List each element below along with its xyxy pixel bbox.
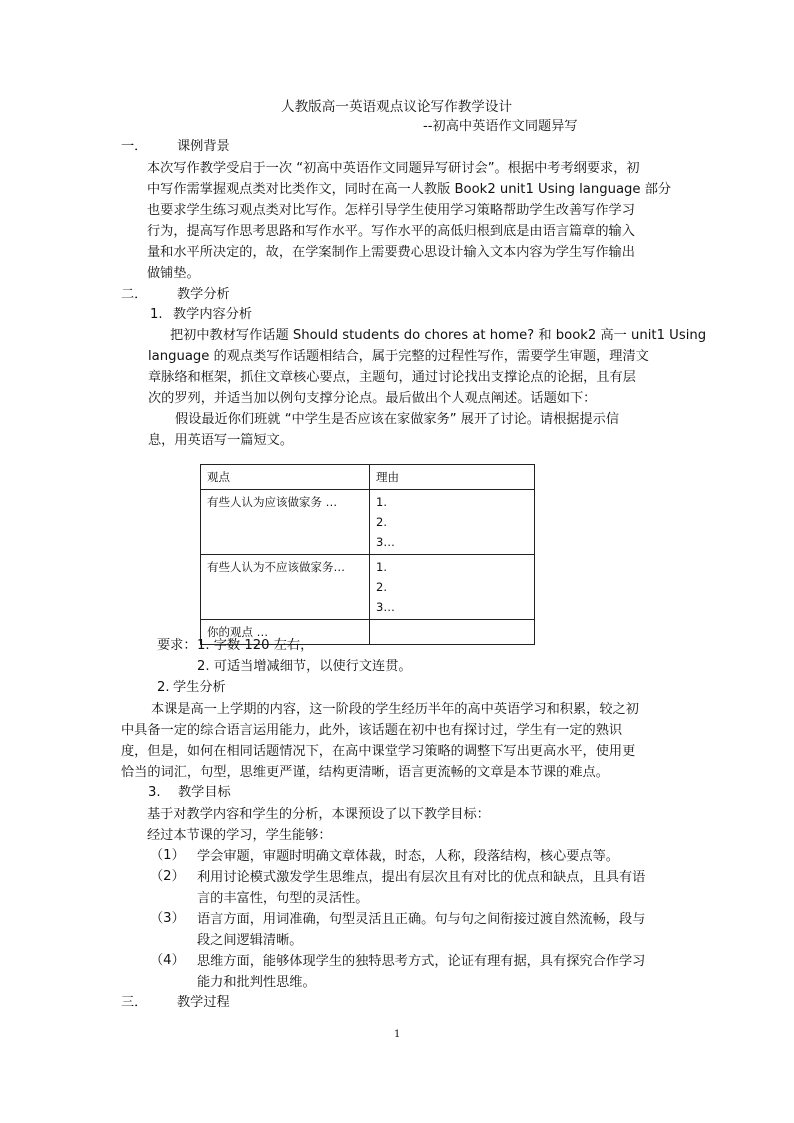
reason-item: 3… [376,600,395,614]
opinion-table [200,464,535,645]
paragraph-line: 也要求学生练习观点类对比写作。怎样引导学生使用学习策略帮助学生改善写作学习 [147,203,635,218]
table-cell-view: 你的观点 … [201,620,370,645]
reason-item: 1. [376,560,387,574]
paragraph-line: 本次写作教学受启于一次 “初高中英语作文同题异写研讨会”。根据中考考纲要求，初 [147,161,640,176]
document-subtitle: --初高中英语作文同题异写 [423,119,578,134]
table-cell-reasons [370,555,535,620]
subsection-1-number: 1. [150,307,163,322]
paragraph-line: 息，用英语写一篇短文。 [148,433,294,448]
paragraph-line: 章脉络和框架，抓住文章核心要点，主题句，通过讨论找出支撑论点的论据，且有层 [148,370,636,385]
subsection-3-heading: 教学目标 [178,785,231,800]
subsection-2-number: 2. [157,680,170,695]
table-cell-view: 有些人认为不应该做家务… [201,555,370,620]
goal-line: 思维方面，能够体现学生的独特思考方式，论证有理有据，具有探究合作学习 [197,954,646,969]
goal-line: 能力和批判性思维。 [197,975,316,990]
subsection-2-heading: 学生分析 [173,680,226,695]
goal-number: （1） [150,848,185,863]
paragraph-line: 度，但是，如何在相同话题情况下，在高中课堂学习策略的调整下写出更高水平，使用更 [121,744,636,759]
goal-number: （2） [150,869,185,884]
section-2-heading: 教学分析 [177,287,230,302]
requirements-label: 要求： [157,638,197,653]
reason-item: 3… [376,535,395,549]
paragraph-line: 量和水平所决定的，故，在学案制作上需要费心思设计输入文本内容为学生写作输出 [147,245,635,260]
section-1-number: 一． [121,139,148,154]
subsection-3-number: 3. [148,785,161,800]
table-cell-reasons [370,620,535,645]
goals-intro [147,804,490,846]
content-analysis-paragraph [148,325,706,451]
paragraph-line: 次的罗列，并适当加以例句支撑分论点。最后做出个人观点阐述。话题如下： [148,391,597,406]
goal-number: （3） [150,911,185,926]
section-1-paragraph [147,158,671,284]
table-row [201,490,535,555]
paragraph-line: 做铺垫。 [147,266,200,281]
table-header-cell: 理由 [370,465,535,490]
reason-item: 2. [376,580,387,594]
goal-line: 学会审题，审题时明确文章体裁，时态，人称，段落结构，核心要点等。 [197,849,619,864]
goal-text [197,909,645,951]
requirement-item: 2. 可适当增减细节，以使行文连贯。 [197,659,412,674]
section-1-heading: 课例背景 [177,139,230,154]
goal-line: 言的丰富性，句型的灵活性。 [197,891,369,906]
reason-item: 2. [376,515,387,529]
paragraph-line: 本课是高一上学期的内容，这一阶段的学生经历半年的高中英语学习和积累，较之初 [151,702,639,717]
table-row [201,555,535,620]
goal-line: 语言方面，用词准确，句型灵活且正确。句与句之间衔接过渡自然流畅，段与 [197,912,646,927]
section-3-number: 三． [121,995,148,1010]
table-header-cell: 观点 [201,465,370,490]
paragraph-line: 行为，提高写作思考思路和写作水平。写作水平的高低归根到底是由语言篇章的输入 [147,224,635,239]
table-cell-view: 有些人认为应该做家务 … [201,490,370,555]
table-header-row [201,465,535,490]
section-2-number: 二． [121,287,148,302]
goal-line: 利用讨论模式激发学生思维点，提出有层次且有对比的优点和缺点，且具有语 [197,870,646,885]
paragraph-line: language 的观点类写作话题相结合，属于完整的过程性写作，需要学生审题，理清文 [148,349,649,364]
goal-number: （4） [150,953,185,968]
section-3-heading: 教学过程 [177,995,230,1010]
goal-text [197,867,645,909]
goal-line: 段之间逻辑清晰。 [197,933,303,948]
paragraph-line: 把初中教材写作话题 Should students do chores at home? 和 book2 高一 unit1 Using [170,328,707,343]
page-number: 1 [394,1029,401,1040]
paragraph-line: 恰当的词汇，句型，思维更严谨，结构更清晰，语言更流畅的文章是本节课的难点。 [121,765,609,780]
table-cell-reasons [370,490,535,555]
paragraph-line: 假设最近你们班就 “中学生是否应该在家做家务” 展开了讨论。请根据提示信 [175,412,620,427]
goal-text [197,951,645,993]
subsection-1-heading: 教学内容分析 [173,307,253,322]
paragraph-line: 基于对教学内容和学生的分析，本课预设了以下教学目标： [147,807,490,822]
paragraph-line: 经过本节课的学习，学生能够： [147,828,332,843]
paragraph-line: 中具备一定的综合语言运用能力，此外，该话题在初中也有探讨过，学生有一定的熟识 [121,723,623,738]
goal-text [197,846,619,867]
paragraph-line: 中写作需掌握观点类对比类作文，同时在高一人教版 Book2 unit1 Using language 部分 [147,182,672,197]
document-title: 人教版高一英语观点议论写作教学设计 [281,99,513,115]
requirement-item: 1. 字数 120 左右， [197,638,314,653]
student-analysis-paragraph [121,699,639,783]
reason-item: 1. [376,495,387,509]
